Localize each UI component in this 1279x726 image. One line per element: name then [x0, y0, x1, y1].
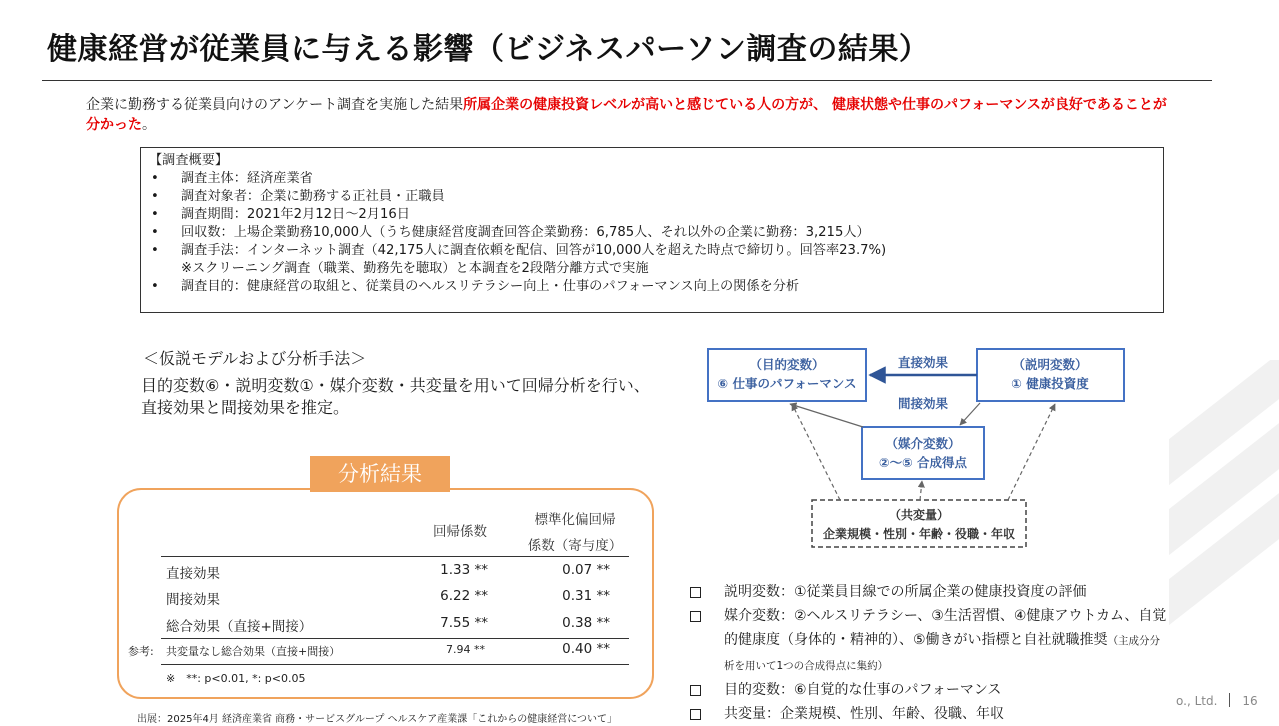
reference-std: 0.40 **: [562, 641, 610, 657]
reference-prefix: 参考:: [128, 645, 154, 658]
covariate-name: 企業規模・性別・年齢・役職・年収: [822, 527, 1016, 541]
results-tab-label: 分析結果: [310, 456, 450, 492]
legend-item: 媒介変数：②ヘルスリテラシー、③生活習慣、④健康アウトカム、自覚的健康度（身体的・精神的）、⑤働きがい指標と自社就職推奨（主成分分析を用いて1つの合成得点に集約）: [690, 604, 1170, 678]
summary-item: • 調査目的：健康経営の取組と、従業員のヘルスリテラシー向上・仕事のパフォーマンス向上の関係を分析: [151, 279, 800, 294]
objective-name: ⑥ 仕事のパフォーマンス: [717, 376, 857, 391]
row-std-total: 0.38 **: [562, 615, 610, 631]
legend-item: 目的変数：⑥自覚的な仕事のパフォーマンス: [690, 678, 1170, 702]
square-bullet-icon: [690, 685, 701, 696]
survey-summary-box: [140, 147, 1164, 313]
page-number: 16: [1242, 694, 1258, 708]
column-header-std-line1: 標準化偏回帰: [534, 512, 616, 528]
mediator-box: [862, 427, 984, 479]
column-header-coef: 回帰係数: [433, 524, 487, 540]
summary-list: [149, 170, 1155, 296]
page-title: 健康経営が従業員に与える影響（ビジネスパーソン調査の結果）: [47, 32, 930, 67]
model-description: 目的変数⑥・説明変数①・媒介変数・共変量を用いて回帰分析を行い、直接効果と間接効果を推定。: [141, 376, 650, 417]
table-rule-top: [161, 556, 629, 557]
row-label-indirect: 間接効果: [166, 592, 220, 608]
model-heading: ＜仮説モデルおよび分析手法＞: [143, 349, 367, 368]
legend-item: 共変量：企業規模、性別、年齢、役職、年収: [690, 702, 1170, 726]
lead-highlight: 所属企業の健康投資レベルが高いと感じている人の方が、 健康状態や仕事のパフォーマンスが良好であることが分かった: [86, 97, 1167, 133]
table-rule-mid: [161, 638, 629, 639]
row-label-total: 総合効果（直接+間接）: [166, 619, 313, 635]
objective-title: （目的変数）: [749, 357, 825, 372]
summary-item: • 調査期間：2021年2月12日～2月16日: [151, 207, 410, 222]
covariate-arrow-explanatory: [1008, 404, 1055, 500]
row-std-indirect: 0.31 **: [562, 588, 610, 604]
variable-legend: [690, 580, 1170, 726]
lead-text: [86, 95, 1176, 135]
indirect-effect-label: 間接効果: [897, 396, 949, 411]
background-decoration: [1169, 360, 1279, 660]
covariate-title: （共変量）: [888, 508, 950, 522]
lead-normal: 企業に勤務する従業員向けのアンケート調査を実施した結果: [86, 97, 464, 113]
column-header-std-line2: 係数（寄与度）: [527, 538, 623, 554]
explanatory-name: ① 健康投資度: [1011, 376, 1089, 391]
covariate-arrow-mediator: [920, 481, 922, 500]
reference-label: 共変量なし総合効果（直接+間接）: [166, 645, 341, 658]
indirect-arrow-out: [790, 404, 863, 427]
summary-heading: 【調査概要】: [149, 153, 229, 168]
page-footer: [1176, 693, 1258, 708]
explanatory-title: （説明変数）: [1012, 357, 1088, 372]
diagram-svg: [690, 340, 1150, 550]
reference-coef: 7.94 **: [446, 643, 485, 656]
lead-end: 。: [142, 117, 156, 133]
row-label-direct: 直接効果: [166, 566, 220, 582]
square-bullet-icon: [690, 587, 701, 598]
covariate-arrow-objective: [792, 404, 840, 500]
row-std-direct: 0.07 **: [562, 562, 610, 578]
summary-item: • 回収数：上場企業勤務10,000人（うち健康経営度調査回答企業勤務：6,785人、それ以外の企業に勤務：3,215人）: [151, 225, 870, 240]
bullet-icon: •: [151, 189, 159, 204]
legend-item: 説明変数：①従業員目線での所属企業の健康投資度の評価: [690, 580, 1170, 604]
bullet-icon: •: [151, 207, 159, 222]
square-bullet-icon: [690, 611, 701, 622]
square-bullet-icon: [690, 709, 701, 720]
footer-company: o., Ltd.: [1176, 694, 1218, 708]
summary-note: ※スクリーニング調査（職業、勤務先を聴取）と本調査を2段階分離方式で実施: [181, 261, 649, 276]
bullet-icon: •: [151, 171, 159, 186]
mediator-title: （媒介変数）: [885, 436, 961, 451]
footer-separator: [1229, 693, 1230, 707]
mediator-name: ②～⑤ 合成得点: [878, 455, 968, 470]
table-rule-bottom: [161, 664, 629, 665]
row-coef-indirect: 6.22 **: [440, 588, 488, 604]
bullet-icon: •: [151, 279, 159, 294]
row-coef-total: 7.55 **: [440, 615, 488, 631]
summary-item: • 調査主体：経済産業省: [151, 171, 313, 186]
results-footnote: ※ **: p<0.01, *: p<0.05: [166, 672, 306, 685]
bullet-icon: •: [151, 225, 159, 240]
indirect-arrow-in: [960, 403, 980, 425]
row-coef-direct: 1.33 **: [440, 562, 488, 578]
summary-item: • 調査対象者：企業に勤務する正社員・正職員: [151, 189, 445, 204]
bullet-icon: •: [151, 243, 159, 258]
hypothesis-model-diagram: [690, 340, 1150, 550]
direct-effect-label: 直接効果: [897, 355, 949, 370]
summary-item: • 調査手法：インターネット調査（42,175人に調査依頼を配信、回答が10,000人を超えた時点で締切り。回答率23.7%): [151, 243, 887, 258]
title-divider: [42, 80, 1212, 81]
source-citation: 出展：2025年4月 経済産業省 商務・サービスグループ ヘルスケア産業課「これからの健康経営について」: [137, 714, 618, 725]
